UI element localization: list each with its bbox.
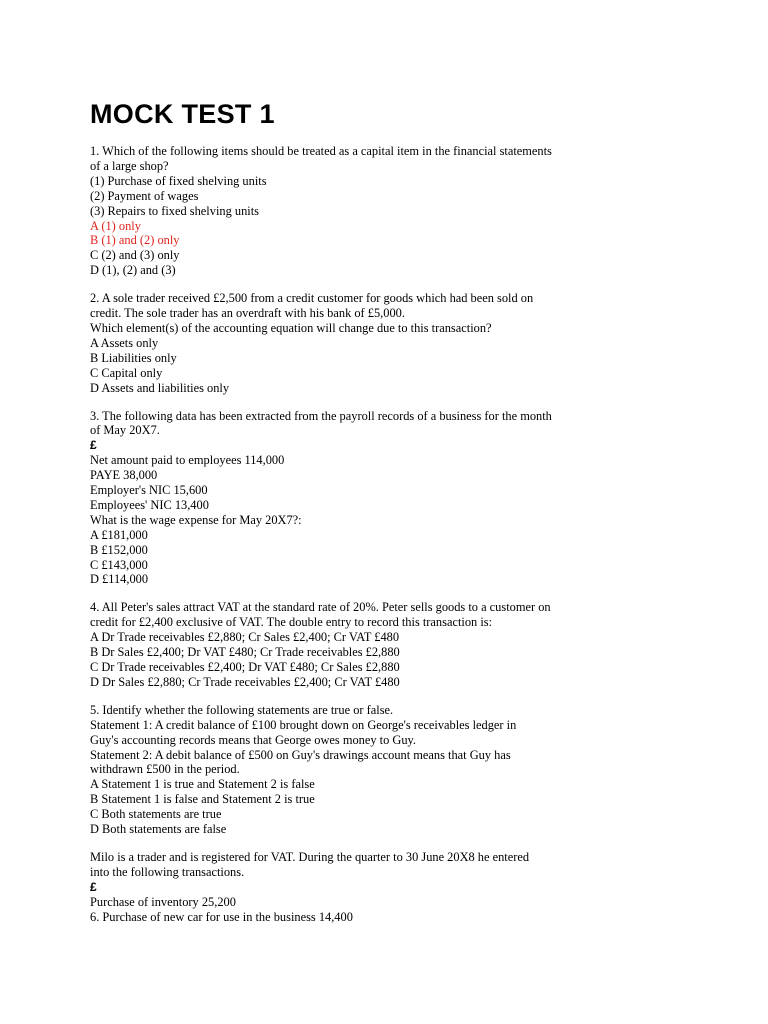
question-5-text: Guy's accounting records means that George owes money to Guy. [90, 732, 417, 747]
currency-symbol: £ [90, 879, 97, 894]
question-5 [90, 703, 650, 837]
question-3-text: of May 20X7. [90, 423, 160, 438]
question-4 [90, 600, 650, 689]
page-title: MOCK TEST 1 [90, 99, 275, 129]
question-5-option-a: A Statement 1 is true and Statement 2 is false [90, 777, 315, 792]
question-5-text: Statement 2: A debit balance of £500 on Guy's drawings account means that Guy has [90, 747, 511, 762]
question-3-text: 3. The following data has been extracted from the payroll records of a business for the month [90, 408, 552, 423]
question-1-item: (3) Repairs to fixed shelving units [90, 203, 259, 218]
question-3 [90, 409, 650, 588]
question-3-option-c: C £143,000 [90, 557, 148, 572]
question-1-option-a: A (1) only [90, 218, 141, 233]
question-2-option-c: C Capital only [90, 365, 163, 380]
question-3-data: Employer's NIC 15,600 [90, 483, 208, 498]
question-4-option-d: D Dr Sales £2,880; Cr Trade receivables £2,400; Cr VAT £480 [90, 674, 400, 689]
question-6-data: 6. Purchase of new car for use in the business 14,400 [90, 909, 353, 924]
question-5-option-b: B Statement 1 is false and Statement 2 is true [90, 792, 315, 807]
question-2-text: credit. The sole trader has an overdraft with his bank of £5,000. [90, 306, 405, 321]
question-1-item: (2) Payment of wages [90, 188, 199, 203]
question-1-item: (1) Purchase of fixed shelving units [90, 173, 267, 188]
question-4-text: 4. All Peter's sales attract VAT at the standard rate of 20%. Peter sells goods to a customer on [90, 600, 551, 615]
question-1-text: 1. Which of the following items should be treated as a capital item in the financial statements [90, 144, 552, 158]
question-5-text: Statement 1: A credit balance of £100 brought down on George's receivables ledger in [90, 717, 517, 732]
question-1 [90, 144, 650, 278]
question-3-data: Employees' NIC 13,400 [90, 497, 209, 512]
question-6-text: into the following transactions. [90, 864, 245, 879]
question-5-option-d: D Both statements are false [90, 822, 227, 837]
question-2-option-b: B Liabilities only [90, 350, 177, 365]
question-3-option-b: B £152,000 [90, 542, 148, 557]
question-2-text: 2. A sole trader received £2,500 from a credit customer for goods which had been sold on [90, 291, 534, 306]
question-2 [90, 291, 650, 395]
question-5-text: withdrawn £500 in the period. [90, 762, 240, 777]
question-1-text: of a large shop? [90, 158, 169, 173]
question-2-option-a: A Assets only [90, 335, 159, 350]
currency-symbol: £ [90, 438, 97, 453]
question-4-option-c: C Dr Trade receivables £2,400; Dr VAT £480; Cr Sales £2,880 [90, 660, 400, 674]
question-4-option-b: B Dr Sales £2,400; Dr VAT £480; Cr Trade receivables £2,880 [90, 645, 400, 660]
question-1-option-b: B (1) and (2) only [90, 233, 180, 248]
question-5-option-c: C Both statements are true [90, 807, 222, 822]
question-3-option-d: D £114,000 [90, 572, 149, 587]
question-6-data: Purchase of inventory 25,200 [90, 894, 236, 909]
question-2-text: Which element(s) of the accounting equation will change due to this transaction? [90, 320, 492, 335]
question-6 [90, 850, 650, 925]
question-4-text: credit for £2,400 exclusive of VAT. The double entry to record this transaction is: [90, 615, 493, 630]
question-6-text: Milo is a trader and is registered for VAT. During the quarter to 30 June 20X8 he entered [90, 849, 530, 864]
question-3-option-a: A £181,000 [90, 527, 148, 542]
question-3-prompt: What is the wage expense for May 20X7?: [90, 512, 302, 527]
question-4-option-a: A Dr Trade receivables £2,880; Cr Sales £2,400; Cr VAT £480 [90, 630, 400, 645]
question-content [90, 144, 650, 925]
question-5-text: 5. Identify whether the following statements are true or false. [90, 702, 394, 717]
question-3-data: PAYE 38,000 [90, 468, 158, 483]
question-3-data: Net amount paid to employees 114,000 [90, 453, 285, 468]
question-2-option-d: D Assets and liabilities only [90, 380, 230, 395]
question-1-option-d: D (1), (2) and (3) [90, 263, 176, 278]
question-1-option-c: C (2) and (3) only [90, 248, 180, 263]
